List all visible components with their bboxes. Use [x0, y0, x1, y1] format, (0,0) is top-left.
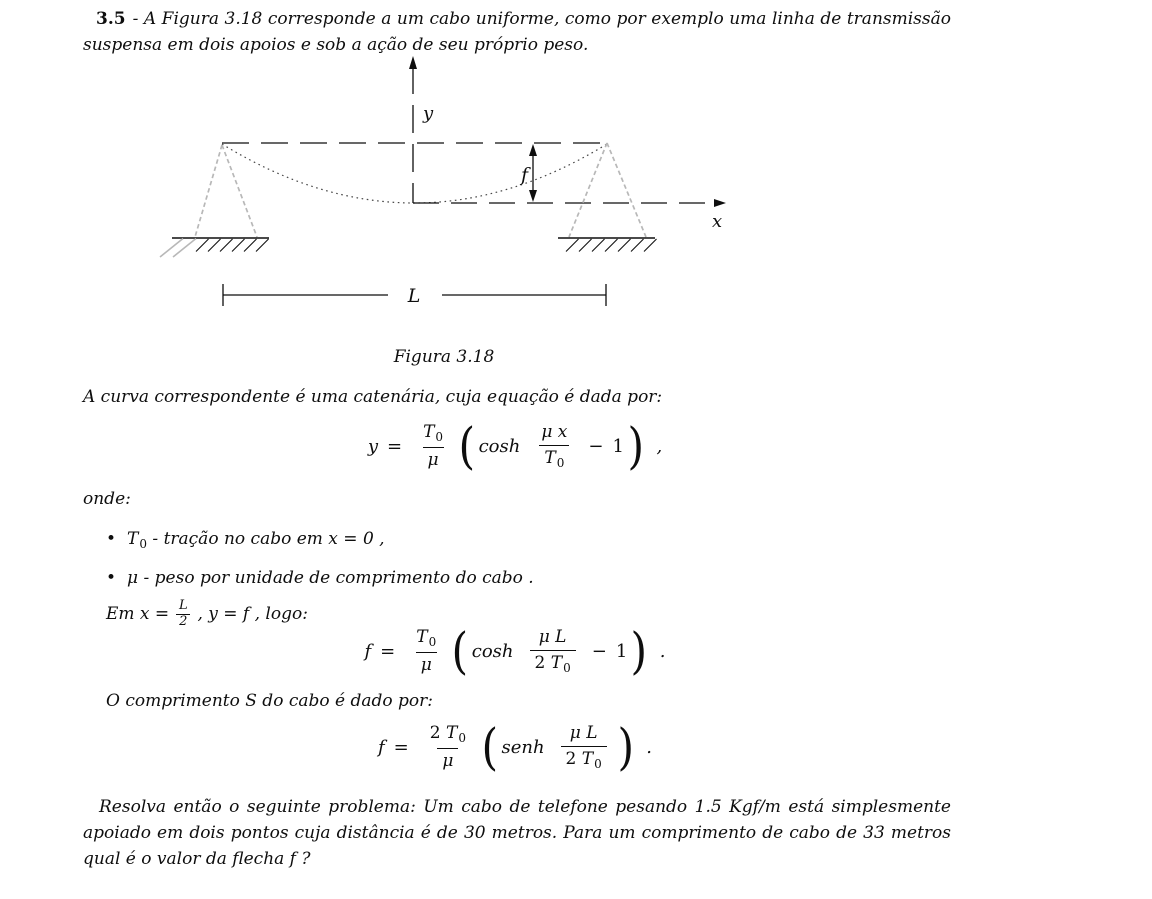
mu-description: - peso por unidade de comprimento do cabo . [143, 568, 534, 588]
x-axis-label: x [712, 211, 723, 232]
eq3-right-paren: ) [617, 718, 634, 777]
eq3-lhs: f [377, 736, 385, 758]
equation-length [0, 718, 1030, 777]
eq1-cosh: cosh [478, 435, 521, 457]
eq2-T-sub: 0 [428, 635, 437, 649]
eq3-fraction-1 [425, 725, 471, 770]
T-symbol: T [127, 529, 139, 549]
left-support-left-leg [195, 145, 222, 237]
problem-number: 3.5 [96, 9, 126, 29]
eq2-left-paren: ( [451, 622, 469, 681]
x-axis [413, 199, 726, 232]
eq2-right-paren: ) [630, 622, 648, 681]
left-support-right-leg [222, 145, 257, 237]
condition-post: , y = f , logo: [197, 604, 308, 625]
eq1-T: T [423, 422, 435, 442]
eq3-senh: senh [501, 736, 545, 758]
eq2-mu: μ [420, 655, 432, 675]
eq2-one: 1 [615, 640, 628, 662]
eq3-left-paren: ( [481, 718, 499, 777]
eq2-cosh: cosh [471, 640, 514, 662]
eq3-mu: μ [442, 751, 454, 771]
figure-caption: Figura 3.18 [393, 347, 495, 367]
where-label: onde: [83, 489, 131, 509]
equation-catenary [0, 417, 1030, 476]
final-problem-paragraph: Resolva então o seguinte problema: Um cabo de telefone pesando 1.5 Kgf/m está simplesmente apoiado em dois pontos cuja distância é de 30 metros. Para um comprimento de cabo de 33 metros qual é o valor da flecha f ? [83, 797, 951, 869]
bullet-icon: • [106, 529, 117, 549]
x-axis-arrowhead [714, 199, 726, 207]
right-ground-hatching [566, 239, 657, 252]
y-axis-label: y [423, 103, 434, 124]
eq1-left-paren: ( [458, 417, 476, 476]
eq1-T-sub: 0 [435, 430, 444, 444]
definition-mu-text [127, 565, 534, 591]
definition-T0 [106, 526, 385, 557]
eq1-comma: , [656, 435, 663, 457]
sag-dimension [519, 144, 537, 202]
eq1-one: 1 [612, 435, 624, 457]
eq2-equals: = [380, 640, 396, 662]
eq2-T2-sub: 0 [563, 661, 571, 675]
T-subscript: 0 [139, 537, 148, 551]
eq3-T2-sub: 0 [594, 757, 602, 771]
eq3-mu-L: μ L [569, 723, 598, 743]
eq1-minus: − [588, 435, 604, 457]
eq1-right-paren: ) [627, 417, 644, 476]
two-symbol: 2 [176, 614, 190, 630]
eq3-two: 2 [429, 723, 441, 743]
eq2-minus: − [591, 640, 607, 662]
y-axis [409, 56, 434, 203]
right-support-right-leg [607, 143, 646, 237]
eq2-mu-L: μ L [538, 627, 567, 647]
sag-arrowhead-top [529, 144, 537, 156]
left-ground-hatching [196, 239, 269, 252]
equation-sag [0, 622, 1030, 681]
eq3-fraction-2 [561, 725, 607, 770]
eq1-T2: T [544, 448, 556, 468]
bullet-icon: • [106, 568, 117, 588]
eq2-period: . [659, 640, 666, 662]
eq2-fraction-1 [411, 629, 441, 674]
eq1-fraction-1 [418, 424, 448, 469]
L-symbol: L [178, 598, 188, 613]
right-support [558, 143, 657, 252]
definition-T0-text [127, 526, 385, 557]
eq2-fraction-2 [530, 629, 576, 674]
eq3-T2: T [581, 749, 594, 769]
figure-3-18-drawing [0, 0, 1152, 332]
left-support [160, 145, 269, 257]
condition-line [106, 599, 308, 630]
problem-statement-text: - A Figura 3.18 corresponde a um cabo uniforme, como por exemplo uma linha de transmissão suspensa em dois apoios e sob a ação de seu próprio peso. [83, 9, 951, 55]
eq2-two: 2 [534, 653, 546, 673]
sag-arrowhead-bottom [529, 190, 537, 202]
eq1-fraction-2 [536, 424, 572, 469]
definition-mu [106, 565, 534, 591]
catenary-cable-curve [222, 144, 607, 203]
eq3-two-2: 2 [565, 749, 577, 769]
mu-symbol: μ [127, 568, 139, 588]
eq2-T: T [416, 627, 428, 647]
eq1-mu-x: μ x [541, 422, 568, 442]
condition-pre: Em x = [106, 604, 170, 625]
eq3-period: . [646, 736, 653, 758]
eq1-mu: μ [427, 450, 439, 470]
condition-fraction-L-2 [176, 599, 190, 630]
eq2-lhs: f [364, 640, 372, 662]
left-ground-hatching-gray [160, 239, 196, 258]
eq1-lhs: y [367, 435, 378, 457]
eq1-T2-sub: 0 [556, 456, 565, 470]
eq3-T-sub: 0 [458, 731, 466, 745]
catenary-intro-text: A curva correspondente é uma catenária, cuja equação é dada por: [83, 387, 663, 407]
cable-length-intro: O comprimento S do cabo é dado por: [106, 691, 433, 711]
eq1-equals: = [386, 435, 403, 457]
eq2-T2: T [550, 653, 563, 673]
right-support-left-leg [569, 143, 607, 237]
eq3-equals: = [393, 736, 409, 758]
span-dimension [223, 284, 606, 307]
sag-label: f [520, 164, 528, 186]
span-label: L [407, 285, 421, 307]
T0-description: - tração no cabo em x = 0 , [152, 529, 385, 549]
eq3-T: T [445, 723, 458, 743]
